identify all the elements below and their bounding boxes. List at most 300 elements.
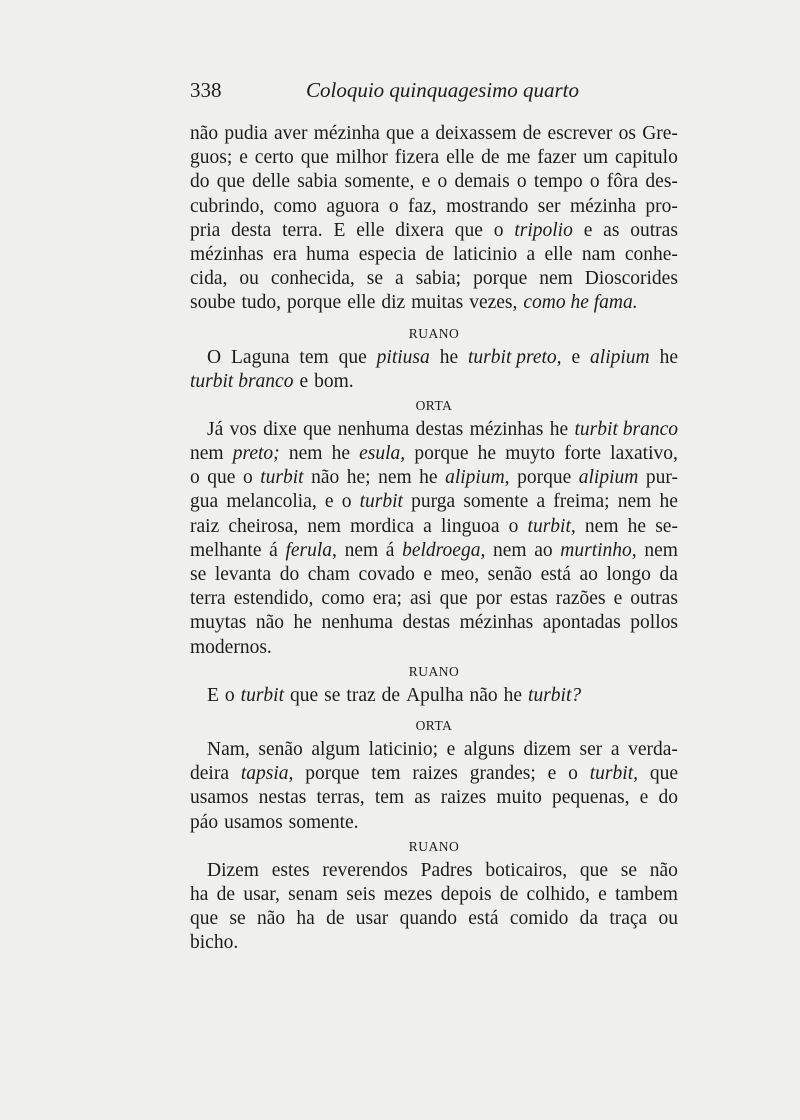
paragraph [190, 738, 678, 835]
word: de [326, 908, 345, 930]
word: pur- [645, 467, 678, 489]
speaker-name: ORTA [415, 717, 453, 733]
word: raizes [412, 763, 458, 785]
text-line [190, 442, 678, 466]
speaker-name: RUANO [408, 663, 460, 679]
word: nem [190, 443, 224, 465]
word: como [273, 195, 317, 217]
word: nem [378, 467, 412, 489]
word: se [229, 908, 246, 930]
word: he [549, 418, 569, 440]
word: colhido, [526, 883, 590, 905]
word: nem [344, 539, 379, 561]
word: vos [229, 418, 257, 440]
word: e [613, 588, 623, 610]
word: des- [645, 171, 678, 193]
text-line [190, 684, 678, 708]
word: cheirosa, [228, 515, 299, 537]
word: asi [409, 588, 432, 610]
word: esula, [359, 443, 406, 465]
word: alipium, [445, 467, 510, 489]
word: tripolio [514, 219, 573, 241]
word: he; [346, 467, 371, 489]
speaker-name: ORTA [415, 397, 453, 413]
word: muitas [411, 292, 464, 314]
word: de [481, 147, 500, 169]
word: que [386, 123, 415, 144]
text-line [190, 370, 678, 394]
word: porque [414, 443, 469, 465]
word: as [414, 787, 431, 809]
word: forte [564, 443, 602, 465]
word: usar, [243, 883, 280, 905]
word: Já [207, 418, 224, 440]
text-line [190, 738, 678, 762]
word: dizem [523, 738, 571, 760]
word: murtinho, [560, 539, 637, 561]
word: á [269, 539, 278, 561]
word: de [381, 684, 401, 706]
word: grandes; [469, 763, 536, 785]
word: levanta [214, 564, 272, 585]
word: he [439, 346, 459, 368]
word: e [547, 763, 557, 785]
word: e [324, 491, 334, 513]
word: usar [355, 908, 389, 930]
word: milhor [335, 147, 388, 169]
word: somente [463, 491, 529, 513]
word: ser [537, 195, 561, 217]
word: do [190, 171, 210, 193]
paragraph [190, 122, 678, 316]
word: conhe- [624, 243, 678, 265]
word: pollos [630, 612, 678, 634]
text-line [190, 466, 678, 490]
word: bom. [314, 370, 354, 392]
word: freima; [553, 491, 610, 513]
text-line [190, 563, 678, 587]
word: o [493, 219, 504, 241]
word: apontadas [542, 612, 621, 634]
word: covado [358, 564, 415, 585]
word: nem [492, 539, 527, 561]
word: e [299, 370, 309, 392]
word: aver [273, 123, 308, 144]
word: fizera [394, 147, 440, 169]
word: meo, [440, 564, 480, 585]
word: gua [190, 491, 219, 513]
word: não [255, 612, 285, 634]
text-line [190, 811, 678, 835]
word: escrever [547, 123, 613, 144]
word: beldroega, [402, 539, 486, 561]
text-line [190, 907, 678, 931]
word: ser [579, 738, 603, 760]
word: se [324, 684, 341, 706]
text-line [190, 490, 678, 514]
word: laticinio [453, 243, 518, 265]
word: Apulha [406, 684, 464, 706]
word: seis [346, 883, 376, 905]
word: está [540, 564, 571, 585]
word: o [341, 491, 352, 513]
word: alguns [463, 738, 515, 760]
word: senam [288, 883, 338, 905]
word: capitulo [615, 147, 678, 169]
word: pro- [645, 195, 678, 217]
word: nam [581, 243, 616, 265]
word: Laguna [231, 346, 290, 368]
word: aguora [326, 195, 380, 217]
word: raizes [440, 787, 487, 809]
text-line [190, 146, 678, 170]
word: que [439, 588, 468, 610]
word: turbit [359, 491, 403, 513]
word: como [321, 588, 365, 610]
text-line [190, 243, 678, 267]
text-line [190, 346, 678, 370]
word: vezes, [469, 292, 518, 314]
text-line [190, 786, 678, 810]
word: que [454, 219, 483, 241]
word: o [190, 467, 200, 489]
word: alipium [578, 467, 639, 489]
word: me [506, 147, 531, 169]
word: muytas [190, 612, 247, 634]
word: he [293, 612, 312, 634]
word: demais [454, 171, 510, 193]
word: o [224, 684, 235, 706]
word: não [469, 684, 498, 706]
word: que [579, 859, 609, 881]
word: mézinhas [469, 418, 544, 440]
word: o [242, 467, 253, 489]
word: melancolia, [226, 491, 317, 513]
word: ou [239, 268, 259, 290]
word: terras, [316, 787, 365, 809]
word: tapsia, [240, 763, 294, 785]
word: verda- [628, 738, 678, 760]
word: destas [415, 418, 464, 440]
word: como he fama. [523, 292, 638, 314]
word: O [207, 346, 222, 368]
text-line [190, 219, 678, 243]
word: nem [307, 515, 341, 537]
word: tem [371, 763, 401, 785]
word: e [239, 147, 248, 169]
text-block [190, 122, 678, 955]
word: turbit, [527, 515, 576, 537]
word: turbit [240, 684, 285, 706]
word: que [207, 467, 236, 489]
word: sabia [297, 171, 338, 193]
word: turbit [260, 467, 304, 489]
word: dixe [263, 418, 297, 440]
speaker-name: RUANO [408, 838, 460, 854]
word: bicho. [190, 932, 239, 954]
word: de [425, 243, 444, 265]
word: o [589, 171, 600, 193]
word: nem [288, 443, 323, 465]
word: mostrando [446, 195, 529, 217]
word: fazer [537, 147, 577, 169]
word: o [568, 763, 578, 785]
word: pudia [224, 123, 268, 144]
word: ferula, [285, 539, 337, 561]
word: de [522, 123, 542, 144]
word: que [649, 763, 678, 785]
word: estes [271, 859, 310, 881]
word: Gre- [642, 123, 678, 144]
word: não [190, 123, 219, 144]
word: pitiusa [376, 346, 430, 368]
word: delle [252, 171, 290, 193]
text-line [190, 539, 678, 563]
word: mézinhas [459, 612, 534, 634]
text-line [190, 267, 678, 291]
word: e [598, 883, 607, 905]
word: e [639, 787, 649, 809]
word: não [649, 859, 678, 881]
word: estendido, [233, 588, 314, 610]
word: sabia; [415, 268, 462, 290]
word: soube [190, 292, 236, 314]
word: nem [617, 491, 652, 513]
text-line [190, 170, 678, 194]
word: Nam, [207, 738, 250, 760]
word: o [516, 171, 527, 193]
running-title: Coloquio quinquagesimo quarto [306, 78, 580, 102]
word: traça [609, 908, 648, 930]
word: pria [190, 219, 221, 241]
word: turbit branco [190, 370, 294, 392]
word: destas [402, 612, 451, 634]
word: E [333, 219, 346, 241]
text-line [190, 636, 678, 660]
word: tem [374, 787, 405, 809]
word: he [659, 346, 678, 368]
word: nenhuma [321, 612, 393, 634]
word: fôra [606, 171, 639, 193]
paragraph [190, 859, 678, 956]
word: o [437, 171, 448, 193]
word: que [303, 418, 332, 440]
text-line [190, 195, 678, 219]
word: outras [630, 588, 678, 610]
word: as [603, 219, 620, 241]
word: conhecida, [270, 268, 355, 290]
word: Padres [420, 859, 473, 881]
word: e [421, 171, 431, 193]
page-header [190, 78, 680, 108]
word: mezes [383, 883, 433, 905]
word: á [385, 539, 395, 561]
word: não [311, 467, 340, 489]
paragraph [190, 684, 678, 708]
word: longo [606, 564, 651, 585]
word: traz [346, 684, 376, 706]
word: cubrindo, [190, 195, 265, 217]
word: somente. [288, 811, 359, 833]
word: usamos [224, 811, 283, 833]
word: huma [306, 243, 350, 265]
word: mordica [350, 515, 415, 537]
text-line [190, 883, 678, 907]
word: se [366, 268, 383, 290]
word: deixassem [435, 123, 517, 144]
word: tempo [533, 171, 583, 193]
word: certo [254, 147, 294, 169]
paragraph [190, 346, 678, 394]
word: purga [411, 491, 456, 513]
paragraph [190, 418, 678, 660]
word: ha [190, 883, 209, 905]
text-line [190, 291, 678, 315]
word: a [536, 491, 546, 513]
word: he [659, 491, 678, 513]
text-line [190, 122, 678, 146]
word: era [272, 243, 297, 265]
word: se [620, 859, 638, 881]
word: ao [534, 539, 553, 561]
word: porque [517, 467, 572, 489]
word: o [388, 195, 399, 217]
word: nem [644, 539, 678, 561]
word: reverendos [322, 859, 408, 881]
text-line [190, 762, 678, 786]
word: a [420, 123, 430, 144]
text-line [190, 859, 678, 883]
word: elle [446, 147, 475, 169]
word: nem [539, 268, 573, 290]
text-line [190, 418, 678, 442]
word: desta [231, 219, 272, 241]
word: a [610, 738, 620, 760]
word: a [526, 243, 536, 265]
word: alipium [590, 346, 650, 368]
word: porque [473, 268, 528, 290]
word: se- [655, 515, 678, 537]
word: dixera [395, 219, 444, 241]
text-line [190, 931, 678, 955]
speaker-name: RUANO [408, 325, 460, 341]
word: Dioscorides [584, 268, 678, 290]
word: he [627, 515, 647, 537]
word: a [394, 268, 404, 290]
word: linguoa [440, 515, 500, 537]
word: terra [190, 588, 226, 610]
word: deira [190, 763, 229, 785]
word: se [190, 564, 207, 585]
word: E [207, 684, 219, 706]
word: ou [658, 908, 678, 930]
word: cida, [190, 268, 228, 290]
word: a [423, 515, 432, 537]
word: de [499, 883, 519, 905]
word: não [256, 908, 286, 930]
word: que [190, 908, 219, 930]
word: mézinha [313, 123, 380, 144]
word: da [579, 908, 599, 930]
word: he [503, 684, 523, 706]
word: tem [299, 346, 329, 368]
word: pequenas, [552, 787, 630, 809]
word: melhante [190, 539, 262, 561]
word: o [508, 515, 519, 537]
word: outras [630, 219, 678, 241]
word: mézinhas [190, 243, 264, 265]
word: ao [579, 564, 598, 585]
word: do [279, 564, 300, 585]
word: e [423, 564, 433, 585]
word: laticinio; [368, 738, 438, 760]
word: elle [347, 292, 376, 314]
word: e [571, 346, 581, 368]
word: somente, [344, 171, 415, 193]
word: tudo, [241, 292, 282, 314]
word: he [331, 443, 350, 465]
word: terra. [282, 219, 323, 241]
word: turbit preto, [468, 346, 562, 368]
word: que [216, 171, 245, 193]
word: os [618, 123, 636, 144]
word: um [583, 147, 609, 169]
word: muyto [505, 443, 556, 465]
word: que [300, 147, 329, 169]
word: he [419, 467, 438, 489]
word: razões [555, 588, 606, 610]
word: e [446, 738, 456, 760]
word: turbit, [589, 763, 638, 785]
word: páo [190, 811, 219, 833]
word: faz, [407, 195, 437, 217]
word: turbit branco [574, 418, 678, 440]
text-line [190, 587, 678, 611]
word: porque [305, 763, 360, 785]
word: guos; [190, 147, 233, 169]
word: algum [311, 738, 361, 760]
word: está [468, 908, 499, 930]
word: boticairos, [485, 859, 568, 881]
word: que [338, 346, 367, 368]
word: quando [399, 908, 457, 930]
word: nenhuma [337, 418, 410, 440]
word: comido [509, 908, 569, 930]
word: elle [356, 219, 385, 241]
word: tambem [615, 883, 678, 905]
word: cham [307, 564, 350, 585]
text-line [190, 611, 678, 635]
word: de [216, 883, 236, 905]
word: que [290, 684, 319, 706]
word: muito [496, 787, 542, 809]
word: especia [358, 243, 417, 265]
word: depois [440, 883, 492, 905]
word: por [475, 588, 502, 610]
word: porque [287, 292, 342, 314]
word: diz [381, 292, 406, 314]
word: preto; [232, 443, 280, 465]
page-number: 338 [190, 78, 222, 102]
word: estas [509, 588, 548, 610]
word: ha [296, 908, 315, 930]
word: laxativo, [610, 443, 678, 465]
word: usamos [190, 787, 249, 809]
word: Dizem [207, 859, 259, 881]
word: do [658, 787, 678, 809]
word: e [583, 219, 593, 241]
word: nem [584, 515, 619, 537]
